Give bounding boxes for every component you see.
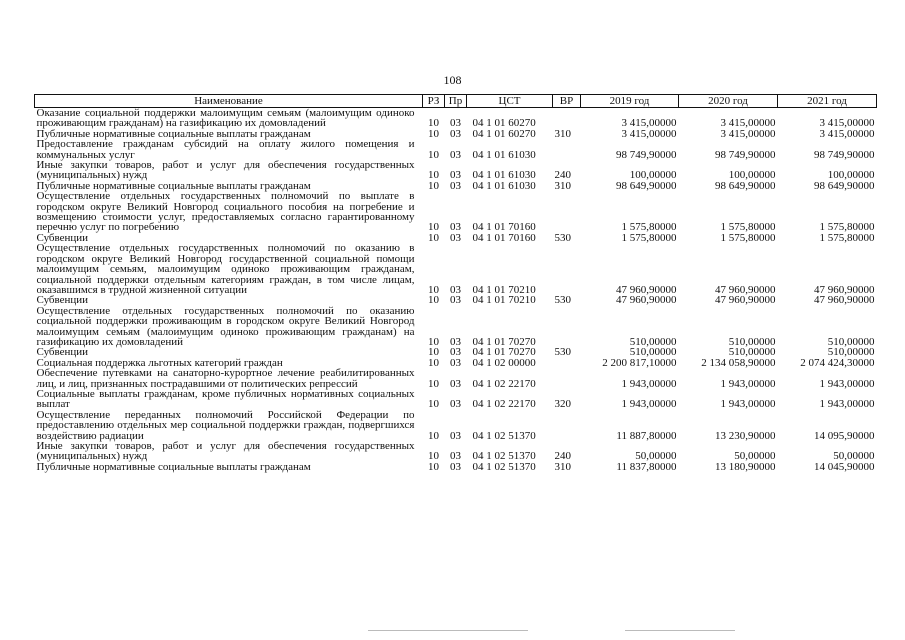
cell-vr [553, 191, 581, 233]
cell-2021: 1 575,80000 [819, 221, 875, 234]
cell-2020: 2 134 058,90000 [701, 356, 776, 369]
table-header [35, 95, 877, 108]
table-row [35, 389, 877, 410]
cell-vr [553, 139, 581, 160]
cell-2019: 98 649,90000 [616, 179, 677, 192]
header-pr: Пр [445, 95, 467, 108]
cell-2019: 1 575,80000 [621, 231, 677, 244]
cell-2019: 11 837,80000 [616, 460, 677, 473]
cell-vr: 530 [554, 294, 571, 307]
header-row [35, 95, 877, 108]
table-row [35, 160, 877, 181]
cell-2019: 1 943,00000 [621, 377, 677, 390]
cell-2021: 510,00000 [827, 346, 875, 359]
table-row [35, 108, 877, 129]
cell-2020: 13 230,90000 [715, 429, 776, 442]
cell-cst: 04 1 01 70210 [472, 283, 536, 296]
cell-2019: 1 575,80000 [621, 221, 677, 234]
header-rz: РЗ [423, 95, 445, 108]
cell-2019: 3 415,00000 [621, 117, 677, 130]
cell-name: Обеспечение путевками на санаторно-курортное лечение реабилитированных лиц, и лиц, признанных пострадавшими от политических репрессий [36, 367, 415, 390]
cell-rz: 10 [428, 429, 439, 442]
cell-2021: 47 960,90000 [814, 294, 875, 307]
cell-name: Предоставление гражданам субсидий на оплату жилого помещения и коммунальных услуг [36, 138, 415, 161]
cell-cst: 04 1 02 00000 [472, 356, 536, 369]
cell-2021: 14 045,90000 [814, 460, 875, 473]
cell-2021: 3 415,00000 [819, 117, 875, 130]
cell-name: Субвенции [36, 231, 89, 244]
table-row [35, 410, 877, 441]
cell-name: Социальная поддержка льготных категорий граждан [36, 356, 283, 369]
cell-rz: 10 [428, 377, 439, 390]
cell-vr: 530 [554, 346, 571, 359]
cell-2020: 510,00000 [728, 346, 776, 359]
scan-artifact-line [368, 630, 528, 631]
cell-vr: 310 [554, 127, 571, 140]
cell-2021: 50,00000 [833, 450, 875, 463]
cell-cst: 04 1 01 61030 [472, 179, 536, 192]
cell-2021: 98 749,90000 [814, 148, 875, 161]
cell-pr: 03 [450, 221, 461, 234]
cell-cst: 04 1 01 60270 [472, 127, 536, 140]
cell-2021: 510,00000 [827, 335, 875, 348]
header-vr: ВР [553, 95, 581, 108]
cell-rz: 10 [428, 356, 439, 369]
cell-2020: 47 960,90000 [715, 294, 776, 307]
cell-pr: 03 [450, 335, 461, 348]
cell-name: Осуществление отдельных государственных полномочий по оказанию социальной поддержки проживающим в городском округе Великий Новгород малоимущим семьям (малоимущим одиноко проживающим гражданам) на газификацию их домовладений [36, 304, 415, 348]
cell-2020: 510,00000 [728, 335, 776, 348]
cell-vr [553, 108, 581, 129]
cell-2021: 47 960,90000 [814, 283, 875, 296]
cell-name: Субвенции [36, 294, 89, 307]
header-2019: 2019 год [581, 95, 679, 108]
cell-2021: 98 649,90000 [814, 179, 875, 192]
cell-2021: 1 943,00000 [819, 398, 875, 411]
cell-pr: 03 [450, 398, 461, 411]
cell-cst: 04 1 02 22170 [472, 398, 536, 411]
cell-rz: 10 [428, 221, 439, 234]
cell-2020: 1 575,80000 [720, 221, 776, 234]
cell-pr: 03 [450, 450, 461, 463]
cell-name: Осуществление переданных полномочий Российской Федерации по предоставлению отдельных мер социальной поддержки граждан, подвергшихся воздействию радиации [36, 408, 415, 442]
cell-cst: 04 1 01 70270 [472, 335, 536, 348]
cell-pr: 03 [450, 127, 461, 140]
cell-rz: 10 [428, 179, 439, 192]
cell-vr [553, 306, 581, 348]
cell-name: Осуществление отдельных государственных полномочий по оказанию в городском округе Великий Новгород государственной социальной помощи малоимущим семьям, малоимущим одиноко проживающим гражданам, социальной поддержки отдельным категориям граждан, в том числе лицам, оказавшимся в трудной жизненной ситуации [36, 242, 415, 296]
cell-name: Публичные нормативные социальные выплаты гражданам [36, 179, 311, 192]
cell-2020: 3 415,00000 [720, 117, 776, 130]
cell-2019: 11 887,80000 [616, 429, 677, 442]
cell-cst: 04 1 01 61030 [472, 169, 536, 182]
cell-2019: 510,00000 [629, 346, 677, 359]
cell-rz: 10 [428, 127, 439, 140]
cell-2020: 100,00000 [728, 169, 776, 182]
cell-2019: 510,00000 [629, 335, 677, 348]
table-row [35, 368, 877, 389]
scan-artifact-line [625, 630, 735, 631]
cell-pr: 03 [450, 117, 461, 130]
cell-name: Публичные нормативные социальные выплаты гражданам [36, 127, 311, 140]
cell-name: Оказание социальной поддержки малоимущим семьям (малоимущим одиноко проживающим гражданам) на газификацию их домовладений [36, 107, 415, 130]
cell-name: Социальные выплаты гражданам, кроме публичных нормативных социальных выплат [36, 387, 415, 411]
cell-pr: 03 [450, 346, 461, 359]
cell-pr: 03 [450, 460, 461, 473]
cell-rz: 10 [428, 283, 439, 296]
cell-2019: 3 415,00000 [621, 127, 677, 140]
cell-name: Осуществление отдельных государственных полномочий по выплате в городском округе Великий Новгород социального пособия на погребение и возмещению стоимости услуг, предоставляемых согласно гарантированному перечню услуг по погребению [36, 190, 415, 234]
cell-rz: 10 [428, 148, 439, 161]
cell-rz: 10 [428, 231, 439, 244]
cell-rz: 10 [428, 335, 439, 348]
cell-vr: 240 [554, 169, 571, 182]
cell-2020: 50,00000 [734, 450, 776, 463]
cell-rz: 10 [428, 169, 439, 182]
cell-2021: 3 415,00000 [819, 127, 875, 140]
cell-pr: 03 [450, 429, 461, 442]
cell-2019: 100,00000 [629, 169, 677, 182]
table-row [35, 139, 877, 160]
cell-cst: 04 1 02 22170 [472, 377, 536, 390]
cell-pr: 03 [450, 169, 461, 182]
cell-vr: 530 [554, 231, 571, 244]
cell-vr: 320 [554, 398, 571, 411]
cell-2020: 98 749,90000 [715, 148, 776, 161]
cell-2019: 98 749,90000 [616, 148, 677, 161]
cell-rz: 10 [428, 398, 439, 411]
cell-pr: 03 [450, 294, 461, 307]
cell-2019: 1 943,00000 [621, 398, 677, 411]
header-cst: ЦСТ [467, 95, 553, 108]
cell-2019: 47 960,90000 [616, 283, 677, 296]
cell-cst: 04 1 01 61030 [472, 148, 536, 161]
cell-name: Субвенции [36, 346, 89, 359]
cell-vr: 240 [554, 450, 571, 463]
cell-2021: 2 074 424,30000 [800, 356, 875, 369]
cell-name: Иные закупки товаров, работ и услуг для обеспечения государственных (муниципальных) нужд [36, 440, 415, 463]
cell-2021: 1 575,80000 [819, 231, 875, 244]
table-row [35, 191, 877, 233]
cell-vr: 310 [554, 460, 571, 473]
cell-rz: 10 [428, 294, 439, 307]
cell-2020: 3 415,00000 [720, 127, 776, 140]
cell-2021: 100,00000 [827, 169, 875, 182]
budget-table [34, 94, 877, 472]
cell-2020: 13 180,90000 [715, 460, 776, 473]
cell-rz: 10 [428, 460, 439, 473]
cell-cst: 04 1 02 51370 [472, 460, 536, 473]
cell-vr [553, 410, 581, 441]
cell-cst: 04 1 02 51370 [472, 429, 536, 442]
cell-name: Публичные нормативные социальные выплаты гражданам [36, 460, 311, 473]
cell-cst: 04 1 01 60270 [472, 117, 536, 130]
cell-cst: 04 1 01 70210 [472, 294, 536, 307]
cell-rz: 10 [428, 450, 439, 463]
cell-2019: 2 200 817,10000 [602, 356, 677, 369]
cell-2020: 1 575,80000 [720, 231, 776, 244]
cell-2020: 98 649,90000 [715, 179, 776, 192]
page-number: 108 [443, 73, 462, 87]
cell-pr: 03 [450, 179, 461, 192]
cell-cst: 04 1 01 70160 [472, 231, 536, 244]
table-body [35, 108, 877, 473]
cell-vr [553, 358, 581, 368]
header-2021: 2021 год [778, 95, 877, 108]
cell-pr: 03 [450, 148, 461, 161]
cell-pr: 03 [450, 377, 461, 390]
cell-rz: 10 [428, 346, 439, 359]
cell-vr [553, 243, 581, 295]
cell-pr: 03 [450, 283, 461, 296]
cell-2021: 14 095,90000 [814, 429, 875, 442]
cell-cst: 04 1 01 70160 [472, 221, 536, 234]
header-name: Наименование [35, 95, 423, 108]
cell-name: Иные закупки товаров, работ и услуг для обеспечения государственных (муниципальных) нужд [36, 159, 415, 182]
table-row [35, 441, 877, 462]
cell-2019: 47 960,90000 [616, 294, 677, 307]
cell-vr: 310 [554, 179, 571, 192]
cell-2021: 1 943,00000 [819, 377, 875, 390]
table-row [35, 243, 877, 295]
cell-pr: 03 [450, 356, 461, 369]
table-row [35, 462, 877, 472]
cell-2019: 50,00000 [635, 450, 677, 463]
cell-cst: 04 1 01 70270 [472, 346, 536, 359]
cell-pr: 03 [450, 231, 461, 244]
table-row [35, 306, 877, 348]
cell-2020: 47 960,90000 [715, 283, 776, 296]
cell-2020: 1 943,00000 [720, 398, 776, 411]
cell-vr [553, 368, 581, 389]
cell-rz: 10 [428, 117, 439, 130]
cell-cst: 04 1 02 51370 [472, 450, 536, 463]
header-2020: 2020 год [679, 95, 778, 108]
cell-2020: 1 943,00000 [720, 377, 776, 390]
